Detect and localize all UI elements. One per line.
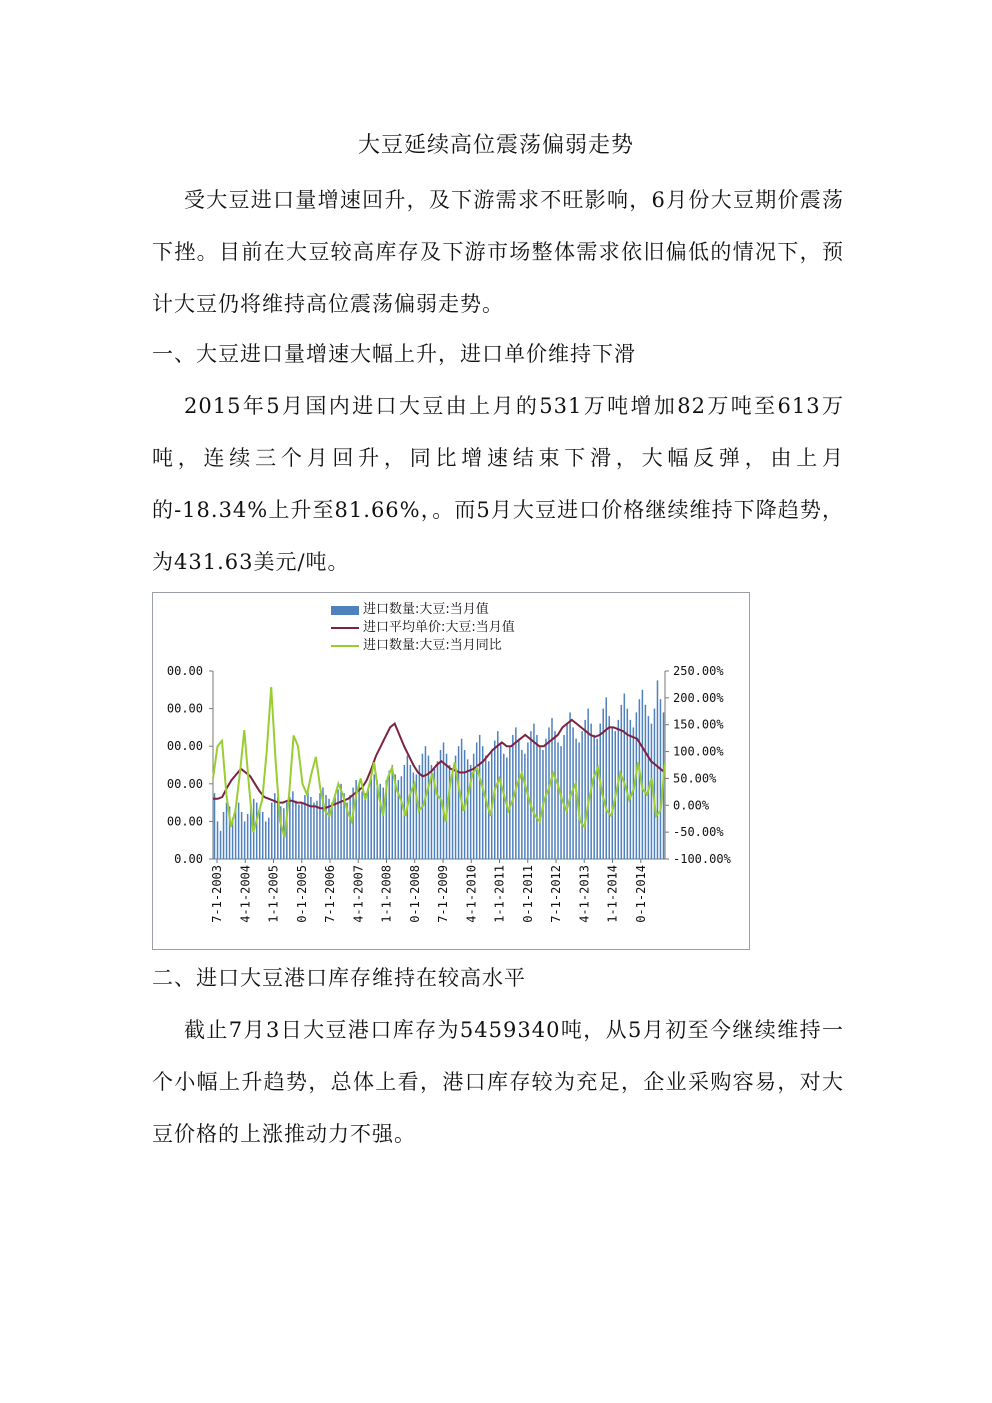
quantity-bar [301,803,303,859]
quantity-bar [479,735,481,859]
quantity-bar [392,765,394,859]
quantity-bar [352,788,354,859]
quantity-bar [509,746,511,859]
quantity-bar [443,742,445,859]
quantity-bar [238,803,240,859]
quantity-bar [235,808,237,859]
x-tick-label: 0-1-2011 [520,865,535,923]
x-tick-label: 0-1-2005 [294,865,309,923]
legend-label-price: 进口平均单价:大豆:当月值 [363,620,515,635]
quantity-bar [548,727,550,859]
quantity-bar [256,803,258,859]
quantity-bar [271,803,273,859]
quantity-bar [274,793,276,859]
quantity-bar [660,699,662,859]
left-tick-label: 0.00 [174,852,203,866]
quantity-bar [581,731,583,859]
x-tick-label: 1-1-2005 [266,865,281,923]
quantity-bar [596,739,598,859]
left-tick-label: 00.00 [166,776,203,791]
x-tick-label: 1-1-2008 [379,865,394,923]
quantity-bar [636,712,638,859]
x-tick-label: 0-1-2014 [633,865,648,923]
quantity-bar [536,735,538,859]
quantity-bar [449,765,451,859]
quantity-bar [458,746,460,859]
quantity-bar [500,742,502,859]
right-tick-label: 200.00% [673,690,724,705]
right-tick-label: 50.00% [673,771,717,786]
quantity-bar [364,793,366,859]
quantity-bar [307,791,309,859]
legend-label-quantity: 进口数量:大豆:当月值 [363,602,489,617]
quantity-bar [244,821,246,859]
quantity-bar [584,720,586,859]
left-tick-label: 00.00 [166,814,203,829]
quantity-bar [337,789,339,859]
left-tick-label: 00.00 [166,664,203,678]
quantity-bar [494,741,496,859]
inventory-paragraph: 截止7月3日大豆港口库存为5459340吨，从5月初至今继续维持一个小幅上升趋势，总体上看，港口库存较为充足，企业采购容易，对大豆价格的上涨推动力不强。 [152,1018,844,1146]
quantity-bar [373,774,375,859]
quantity-bar [642,690,644,859]
quantity-bar [265,821,267,859]
x-tick-label: 1-1-2011 [492,865,507,923]
legend-item-price [331,619,515,637]
x-tick-label: 7-1-2003 [210,865,224,923]
right-tick-label: 150.00% [673,717,724,732]
quantity-bar [214,793,216,859]
x-tick-label: 7-1-2012 [549,865,563,923]
quantity-bar [401,776,403,859]
x-tick-label: 1-1-2014 [605,865,620,923]
quantity-bar [563,735,565,859]
quantity-bar [566,724,568,859]
right-tick-label: 0.00% [673,798,710,813]
quantity-bar [358,784,360,859]
left-tick-label: 00.00 [166,701,203,716]
x-tick-label: 4-1-2013 [577,865,592,923]
quantity-bar [557,742,559,859]
quantity-bar [651,724,653,859]
legend-label-yoy: 进口数量:大豆:当月同比 [363,638,502,653]
quantity-bar [518,739,520,859]
quantity-bar [223,812,225,859]
quantity-bar [645,705,647,859]
quantity-bar [467,759,469,859]
left-tick-label: 00.00 [166,739,203,754]
x-tick-label: 4-1-2007 [351,865,366,923]
x-tick-label: 7-1-2006 [323,865,337,923]
quantity-bar [437,761,439,859]
section-heading-2: 二、进口大豆港口库存维持在较高水平 [152,966,526,990]
x-tick-label: 4-1-2004 [238,865,253,923]
quantity-bar [530,731,532,859]
chart-legend [331,601,515,655]
quantity-bar [569,712,571,859]
quantity-bar [630,720,632,859]
x-tick-label: 0-1-2008 [407,865,422,923]
quantity-bar [657,680,659,859]
quantity-bar [452,769,454,859]
quantity-bar [334,797,336,859]
right-tick-label: 100.00% [673,744,724,759]
quantity-bar [349,795,351,859]
section-heading-1: 一、大豆进口量增速大幅上升，进口单价维持下滑 [152,342,636,366]
quantity-bar [410,765,412,859]
quantity-bar [295,801,297,859]
legend-line-swatch-price [331,627,359,629]
quantity-bar [539,746,541,859]
quantity-bar [609,716,611,859]
quantity-bar [325,795,327,859]
quantity-bar [497,731,499,859]
legend-line-swatch-yoy [331,645,359,647]
quantity-bar [521,750,523,859]
quantity-bar [319,793,321,859]
quantity-bar [241,812,243,859]
quantity-bar [370,778,372,859]
page-title: 大豆延续高位震荡偏弱走势 [357,133,634,158]
quantity-bar [440,750,442,859]
quantity-bar [217,821,219,859]
quantity-bar [220,831,222,859]
quantity-bar [226,803,228,859]
quantity-bar [313,803,315,859]
quantity-bar [328,799,330,859]
quantity-bar [587,709,589,859]
quantity-bar [524,754,526,859]
right-tick-label: -50.00% [673,825,724,840]
quantity-bar [262,812,264,859]
quantity-bar [560,746,562,859]
legend-bar-swatch [331,606,359,615]
import-paragraph: 2015年5月国内进口大豆由上月的531万吨增加82万吨至613万吨，连续三个月回升，同比增速结束下滑，大幅反弹，由上月的-18.34%上升至81.66%，。而5月大豆进口价格继续维持下降趋势，为431.63美元/吨。 [152,394,844,574]
quantity-bar [383,788,385,859]
right-tick-label: -100.00% [673,852,731,866]
quantity-bar [298,804,300,859]
quantity-bar [428,756,430,859]
quantity-bar [599,724,601,859]
quantity-bar [289,797,291,859]
legend-item-quantity [331,601,515,619]
intro-paragraph: 受大豆进口量增速回升，及下游需求不旺影响，6月份大豆期价震荡下挫。目前在大豆较高库存及下游市场整体需求依旧偏低的情况下，预计大豆仍将维持高位震荡偏弱走势。 [152,188,844,316]
x-tick-label: 4-1-2010 [464,865,479,923]
legend-item-yoy [331,637,515,655]
quantity-bar [621,705,623,859]
quantity-bar [533,724,535,859]
quantity-bar [340,784,342,859]
right-tick-label: 250.00% [673,664,724,678]
quantity-bar [605,697,607,859]
quantity-bar [578,742,580,859]
quantity-bar [316,801,318,859]
x-tick-label: 7-1-2009 [436,865,450,923]
quantity-bar [627,709,629,859]
quantity-bar [361,791,363,859]
quantity-bar [247,814,249,859]
quantity-bar [268,818,270,859]
quantity-bar [554,731,556,859]
quantity-bar [259,810,261,859]
quantity-bar [367,788,369,859]
quantity-bar [593,735,595,859]
quantity-bar [654,709,656,859]
quantity-bar [476,742,478,859]
quantity-bar [624,694,626,859]
quantity-bar [612,727,614,859]
quantity-bar [485,756,487,859]
quantity-bar [389,771,391,859]
import-chart [152,592,750,950]
quantity-bar [503,754,505,859]
